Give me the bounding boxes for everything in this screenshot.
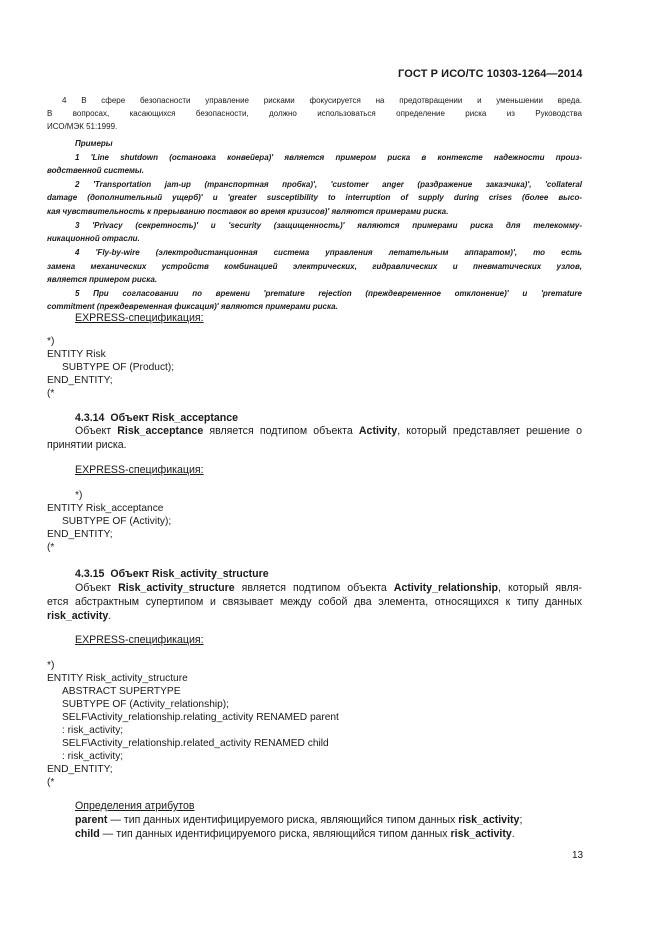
entity-name: Activity xyxy=(358,425,398,437)
note-4-line-2: В вопросах, касающихся безопасности, должно использоваться определение риска из Руководства xyxy=(47,109,582,118)
type-name: risk_activity xyxy=(458,814,520,826)
text-run: — тип данных идентифицируемого риска, являющийся типом данных xyxy=(99,828,451,840)
text-run: . xyxy=(511,828,515,840)
note-4-line-1: 4 В сфере безопасности управление рисками фокусируется на предотвращении и уменьшении вреда. xyxy=(62,96,582,105)
example-line: замена механических устройств комбинацией электрических, гидравлических и пневматических узлов, xyxy=(47,262,582,271)
attribute-name: parent xyxy=(75,814,108,826)
entity-name: Activity_relationship xyxy=(393,582,498,594)
section-number: 4.3.14 xyxy=(75,412,105,424)
section-4-3-15-para-line-1 xyxy=(75,582,582,594)
section-4-3-14-para-line-1 xyxy=(75,425,582,437)
section-heading-4-3-15 xyxy=(75,568,269,580)
type-name: risk_activity xyxy=(47,610,109,622)
examples-title: Примеры xyxy=(75,139,113,148)
code-line: (* xyxy=(47,777,55,788)
code-line: (* xyxy=(47,542,55,553)
text-run: , который представляет решение о xyxy=(397,425,582,437)
attribute-parent xyxy=(75,814,522,826)
text-run: является подтипом объекта xyxy=(203,425,359,437)
code-line: END_ENTITY; xyxy=(47,764,113,775)
example-line: 2 'Transportation jam-up (транспортная пробка)', 'customer anger (раздражение заказчика)', 'collateral xyxy=(75,180,582,189)
example-line: 1 'Line shutdown (остановка конвейера)' является примером риска в контексте надежности произ- xyxy=(75,153,582,162)
code-line: SUBTYPE OF (Activity_relationship); xyxy=(62,699,230,710)
code-line: ENTITY Risk_acceptance xyxy=(47,503,164,514)
text-run: Объект xyxy=(75,582,119,594)
code-line: *) xyxy=(75,490,83,501)
section-number: 4.3.15 xyxy=(75,568,105,580)
code-line: ABSTRACT SUPERTYPE xyxy=(62,686,181,697)
section-title: Объект Risk_acceptance xyxy=(110,412,239,424)
code-line: : risk_activity; xyxy=(62,725,124,736)
text-run: , который явля- xyxy=(498,582,582,594)
code-line: SUBTYPE OF (Activity); xyxy=(62,516,172,527)
text-run: является подтипом объекта xyxy=(234,582,394,594)
note-4-line-3: ИСО/МЭК 51:1999. xyxy=(47,122,118,131)
code-line: END_ENTITY; xyxy=(47,529,113,540)
example-line: водственной системы. xyxy=(47,166,144,175)
entity-name: Risk_activity_structure xyxy=(118,582,235,594)
text-run: . xyxy=(108,610,112,622)
section-4-3-14-para-line-2: принятии риска. xyxy=(47,439,127,451)
express-spec-label: EXPRESS-спецификация: xyxy=(75,464,204,476)
code-line: END_ENTITY; xyxy=(47,375,113,386)
section-4-3-15-para-line-2: ется абстрактным супертипом и связывает между собой два элемента, относящихся к типу данных xyxy=(47,596,582,608)
example-line: кая чувствительность к прерыванию поставок во время кризисов)' являются примерами риска. xyxy=(47,207,449,216)
attribute-name: child xyxy=(75,828,100,840)
code-line: : risk_activity; xyxy=(62,751,124,762)
code-line: *) xyxy=(47,660,55,671)
code-line: SELF\Activity_relationship.relating_activity RENAMED parent xyxy=(62,712,339,723)
section-heading-4-3-14 xyxy=(75,412,238,424)
code-line: ENTITY Risk_activity_structure xyxy=(47,673,188,684)
section-title: Объект Risk_activity_structure xyxy=(110,568,269,580)
express-spec-label: EXPRESS-спецификация: xyxy=(75,634,204,646)
code-line: SUBTYPE OF (Product); xyxy=(62,362,175,373)
text-run: — тип данных идентифицируемого риска, являющийся типом данных xyxy=(107,814,459,826)
type-name: risk_activity xyxy=(450,828,512,840)
example-line: 3 'Privacy (секретность)' и 'security (защищенность)' являются примерами риска для телекомму- xyxy=(75,221,582,230)
text-run: Объект xyxy=(75,425,118,437)
example-line: никационной отрасли. xyxy=(47,234,140,243)
entity-name: Risk_acceptance xyxy=(117,425,204,437)
example-line: 4 'Fly-by-wire (электродистанционная система управления летательным аппаратом)', то есть xyxy=(75,248,582,257)
express-spec-label: EXPRESS-спецификация: xyxy=(75,312,204,324)
code-line: (* xyxy=(47,388,55,399)
example-line: является примером риска. xyxy=(47,275,158,284)
attribute-definitions-heading: Определения атрибутов xyxy=(75,800,195,812)
section-4-3-15-para-line-3 xyxy=(47,610,111,622)
document-header: ГОСТ Р ИСО/ТС 10303-1264—2014 xyxy=(398,68,583,80)
code-line: ENTITY Risk xyxy=(47,349,106,360)
text-run: ; xyxy=(519,814,523,826)
example-line: 5 При согласовании по времени 'premature rejection (преждевременное отклонение)' и 'premature xyxy=(75,289,582,298)
attribute-child xyxy=(75,828,515,840)
code-line: SELF\Activity_relationship.related_activity RENAMED child xyxy=(62,738,329,749)
page-number: 13 xyxy=(572,850,584,861)
example-line: commitment (преждевременная фиксация)' являются примерами риска. xyxy=(47,302,338,311)
example-line: damage (дополнительный ущерб)' и 'greater susceptibility to interruption of supply during crises (более высо- xyxy=(47,193,582,202)
code-line: *) xyxy=(47,336,55,347)
